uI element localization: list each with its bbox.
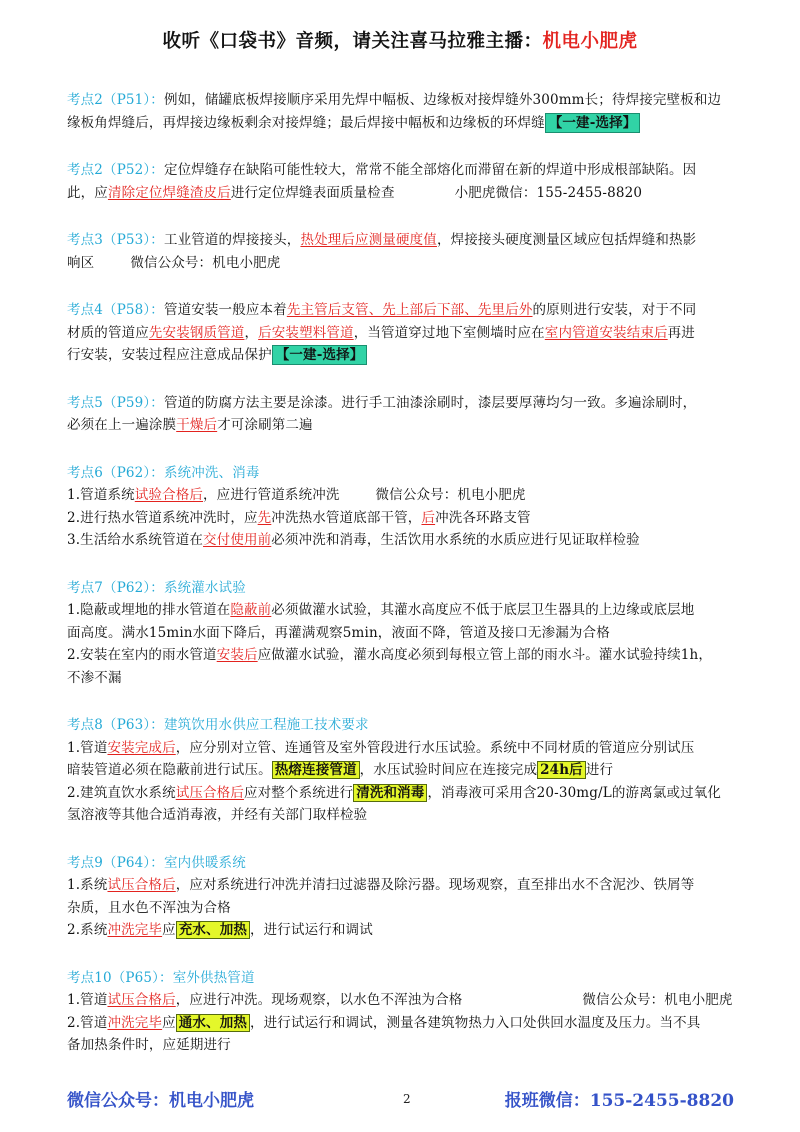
point-heading: [67, 852, 739, 875]
header-host: 机电小肥虎: [542, 31, 638, 52]
point-text: 此，应: [67, 184, 108, 201]
point-text: 材质的管道应: [67, 324, 149, 341]
point-text: 1.管道: [67, 992, 108, 1008]
point-text: 冲洗热水管道底部干管，: [271, 509, 422, 526]
point-label: 考点3（P53）：: [67, 232, 164, 248]
emphasis-text: 试压合格后: [175, 784, 244, 801]
point-text: 工业管道的焊接接头，: [163, 232, 301, 248]
point-label: 考点6（P62）：系统冲洗、消毒: [67, 464, 260, 481]
point-line: [67, 804, 739, 827]
point-text: 面高度。满水15min水面下降后，再灌满观察5min，液面不降，管道及接口无渗漏为合格: [67, 624, 610, 641]
point-text: ，应进行管道系统冲洗: [203, 487, 340, 503]
point-p58: [67, 299, 739, 367]
point-text: 应: [162, 1014, 176, 1031]
point-line: [67, 897, 739, 920]
point-line: [67, 344, 739, 367]
emphasis-text: 干燥后: [176, 417, 218, 433]
point-p52: [67, 159, 739, 204]
point-text: 1.隐蔽或埋地的排水管道在: [67, 602, 231, 618]
point-label: 考点7（P62）：系统灌水试验: [67, 579, 246, 596]
point-text: 必须做灌水试验，其灌水高度应不低于底层卫生器具的上边缘或底层地: [271, 602, 695, 618]
emphasis-text: 先: [257, 509, 272, 526]
emphasis-text: 后安装塑料管道: [258, 324, 354, 341]
point-text: 的原则进行安装，对于不同: [532, 302, 697, 318]
point-text: 响区: [67, 254, 95, 271]
point-line: [67, 252, 739, 275]
point-text: ，应分别对立管、连通管及室外管段进行水压试验。系统中不同材质的管道应分别试压: [175, 739, 695, 756]
point-line: [67, 622, 739, 645]
point-p65: [67, 967, 739, 1057]
emphasis-text: 热处理后应测量硬度值: [300, 232, 437, 248]
footer-wechat-account: 微信公众号：机电小肥虎: [67, 1091, 254, 1111]
point-text: 才可涂刷第二遍: [217, 417, 313, 433]
point-line: [67, 229, 739, 252]
point-line: [67, 529, 739, 552]
point-line: [67, 1034, 739, 1057]
point-text: ，应对系统进行冲洗并清扫过滤器及除污器。现场观察，直至排出水不含泥沙、铁屑等: [175, 877, 695, 893]
emphasis-text: 试验合格后: [134, 487, 204, 503]
point-text: 管道的防腐方法主要是涂漆。进行手工油漆涂刷时，漆层要厚薄均匀一致。多遍涂刷时，: [163, 394, 697, 411]
emphasis-text: 隐蔽前: [230, 602, 272, 618]
point-p59: [67, 392, 739, 437]
point-line: [67, 759, 739, 782]
point-text: 1.管道: [67, 739, 108, 756]
point-line: [67, 182, 739, 205]
point-label: 考点5（P59）：: [67, 394, 164, 411]
point-text: 冲洗各环路支管: [435, 509, 531, 526]
point-line: [67, 989, 739, 1012]
point-text: 2.系统: [67, 922, 108, 938]
point-text: 定位焊缝存在缺陷可能性较大，常常不能全部熔化而滞留在新的焊道中形成根部缺陷。因: [163, 162, 697, 178]
emphasis-text: 安装后: [216, 647, 258, 663]
emphasis-text: 清除定位焊缝渣皮后: [107, 184, 231, 201]
point-label: 考点2（P52）：: [67, 162, 164, 178]
wechat-account: 微信公众号：机电小肥虎: [375, 487, 526, 503]
highlight-text: 充水、加热: [176, 921, 250, 939]
point-text: 1.系统: [67, 877, 108, 893]
point-line: [67, 737, 739, 760]
emphasis-text: 先安装钢质管道: [148, 324, 245, 341]
emphasis-text: 试压合格后: [107, 992, 176, 1008]
point-text: 2.建筑直饮水系统: [67, 784, 176, 801]
point-p62-flush: [67, 462, 739, 552]
page-header: [0, 30, 800, 54]
point-text: 2.进行热水管道系统冲洗时，应: [67, 509, 258, 526]
point-text: 再进: [667, 324, 695, 341]
point-line: [67, 599, 739, 622]
point-line: [67, 874, 739, 897]
highlight-text: 热熔连接管道: [272, 761, 360, 779]
emphasis-text: 试压合格后: [107, 877, 176, 893]
point-text: 2.安装在室内的雨水管道: [67, 647, 217, 663]
point-text: ，应进行冲洗。现场观察，以水色不浑浊为合格: [175, 992, 463, 1008]
point-label: 考点4（P58）：: [67, 302, 164, 318]
wechat-account: 微信公众号：机电小肥虎: [130, 254, 281, 271]
point-label: 考点8（P63）：建筑饮用水供应工程施工技术要求: [67, 717, 369, 733]
emphasis-text: 冲洗完毕: [107, 922, 163, 938]
point-text: 2.管道: [67, 1014, 108, 1031]
exam-tag: 【一建-选择】: [545, 113, 641, 133]
footer-signup-wechat: 报班微信：155-2455-8820: [504, 1091, 734, 1111]
point-text: 1.管道系统: [67, 487, 135, 503]
header-prefix: 收听《口袋书》音频，请关注喜马拉雅主播：: [162, 31, 543, 52]
point-text: 应做灌水试验，灌水高度必须到每根立管上部的雨水斗。灌水试验持续1h，: [257, 647, 713, 663]
point-line: [67, 667, 739, 690]
point-line: [67, 159, 739, 182]
point-line: [67, 507, 739, 530]
point-text: ，焊接接头硬度测量区域应包括焊缝和热影: [436, 232, 697, 248]
point-text: 进行定位焊缝表面质量检查: [230, 184, 395, 201]
point-line: [67, 782, 739, 805]
emphasis-text: 冲洗完毕: [107, 1014, 163, 1031]
point-line: [67, 392, 739, 415]
point-heading: [67, 577, 739, 600]
point-line: [67, 484, 739, 507]
point-text: ，消毒液可采用含20-30mg/L的游离氯或过氧化: [427, 784, 722, 801]
point-label: 考点10（P65）：室外供热管道: [67, 969, 255, 986]
page-footer: [0, 1086, 800, 1116]
point-text: ，: [244, 324, 259, 341]
point-p64: [67, 852, 739, 942]
highlight-text: 清洗和消毒: [353, 784, 427, 802]
point-line: [67, 919, 739, 942]
point-text: 必须在上一遍涂膜: [67, 417, 177, 433]
point-label: 考点2（P51）：: [67, 92, 164, 108]
point-text: 3.生活给水系统管道在: [67, 532, 204, 548]
point-text: 氢溶液等其他合适消毒液，并经有关部门取样检验: [67, 807, 368, 823]
point-text: 备加热条件时，应延期进行: [67, 1037, 231, 1053]
point-heading: [67, 967, 739, 990]
highlight-text: 24h后: [537, 761, 586, 779]
point-line: [67, 414, 739, 437]
point-p53: [67, 229, 739, 274]
point-p63: [67, 714, 739, 827]
point-text: 缘板角焊缝后，再焊接边缘板剩余对接焊缝；最后焊接中幅板和边缘板的环焊缝: [67, 114, 545, 131]
point-line: [67, 322, 739, 345]
point-line: [67, 1012, 739, 1035]
point-text: ，当管道穿过地下室侧墙时应在: [353, 324, 545, 341]
point-text: 行安装，安装过程应注意成品保护: [67, 347, 272, 363]
point-text: 暗装管道必须在隐蔽前进行试压。: [67, 762, 272, 778]
point-line: [67, 299, 739, 322]
wechat-contact: 小肥虎微信：155-2455-8820: [454, 184, 643, 201]
point-label: 考点9（P64）：室内供暖系统: [67, 854, 246, 871]
point-text: 不渗不漏: [67, 669, 122, 686]
emphasis-text: 后: [421, 509, 436, 526]
point-text: ，进行试运行和调试，测量各建筑物热力入口处供回水温度及压力。当不具: [250, 1014, 701, 1031]
wechat-account: 微信公众号：机电小肥虎: [582, 992, 733, 1008]
exam-tag: 【一建-选择】: [272, 345, 368, 365]
point-text: 必须冲洗和消毒，生活饮用水系统的水质应进行见证取样检验: [271, 532, 640, 548]
emphasis-text: 先主管后支管、先上部后下部、先里后外: [286, 302, 533, 318]
point-text: 杂质，且水色不浑浊为合格: [67, 899, 231, 916]
emphasis-text: 安装完成后: [107, 739, 176, 756]
highlight-text: 通水、加热: [176, 1014, 250, 1032]
point-p62-fill-test: [67, 577, 739, 690]
page-number: 2: [403, 1092, 411, 1106]
point-p51: [67, 89, 739, 134]
point-line: [67, 89, 739, 112]
content-body: [67, 89, 739, 1082]
point-line: [67, 644, 739, 667]
point-heading: [67, 462, 739, 485]
point-text: 应对整个系统进行: [243, 784, 354, 801]
emphasis-text: 室内管道安装结束后: [544, 324, 668, 341]
emphasis-text: 交付使用前: [203, 532, 272, 548]
point-text: 例如，储罐底板焊接顺序采用先焊中幅板、边缘板对接焊缝外300mm长；待焊接完壁板和边: [163, 92, 722, 108]
point-text: 应: [162, 922, 176, 938]
point-line: [67, 112, 739, 135]
point-text: 进行: [585, 762, 614, 778]
point-text: 管道安装一般应本着: [163, 302, 287, 318]
point-text: ，进行试运行和调试: [250, 922, 373, 938]
point-heading: [67, 714, 739, 737]
point-text: ，水压试验时间应在连接完成: [359, 762, 538, 778]
